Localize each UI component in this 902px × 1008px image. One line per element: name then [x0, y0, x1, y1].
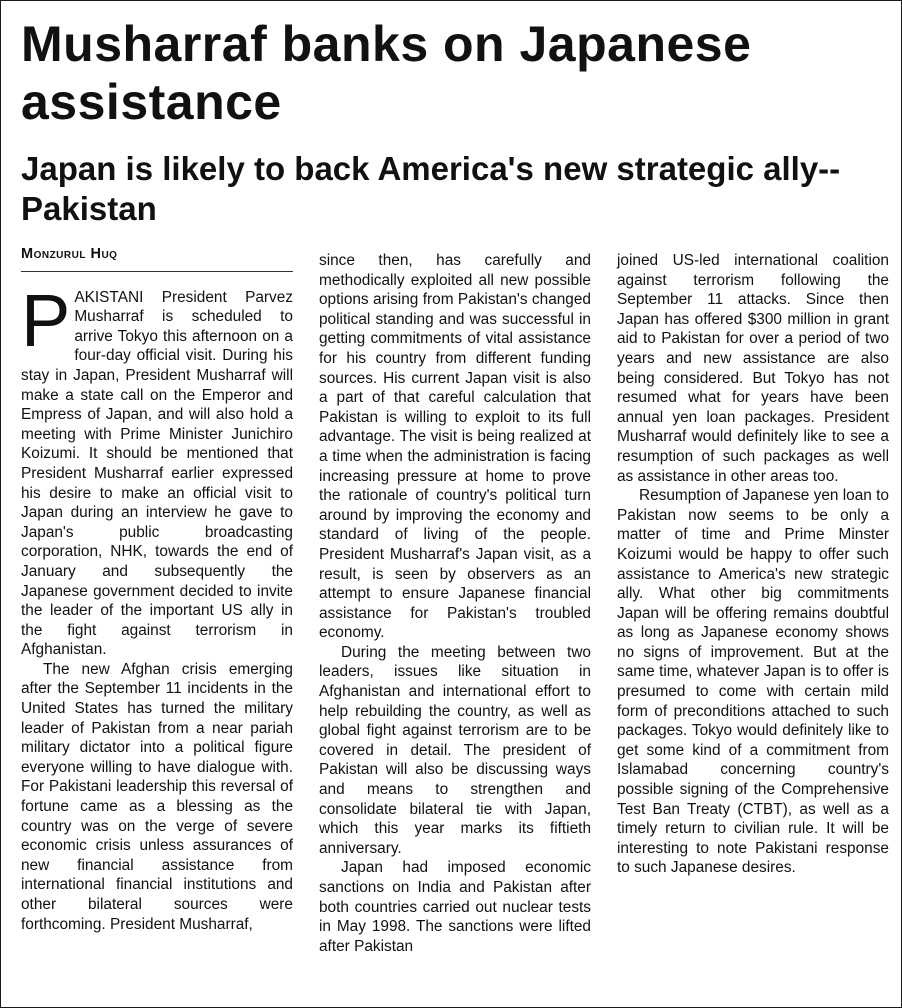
paragraph: The new Afghan crisis emerging after the September 11 incidents in the United States has turned the military leader of Pakistan from a near pariah military dictator into a political figure everyone willing to have dialogue with. For Pakistani leadership this reversal of fortune came as a blessing as the country was on the verge of severe economic crisis unless assurances of new financial assistance from international financial institutions and other bilateral sources were forthcoming. President Musharraf,	[21, 660, 293, 933]
paragraph-text: AKISTANI President Parvez Musharraf is scheduled to arrive Tokyo this afternoon on a four-day official visit. During his stay in Japan, President Musharraf will make a state call on the Emperor and Empress of Japan, and will also hold a meeting with Prime Minister Junichiro Koizumi. It should be mentioned that President Musharraf earlier expressed his desire to make an official visit to Japan during an interview he gave to Japan's public broadcasting corporation, NHK, towards the end of January and subsequently the Japanese government decided to invite the leader of the important US ally in the fight against terrorism in Afghanistan.	[21, 288, 293, 659]
paragraph: Resumption of Japanese yen loan to Pakistan now seems to be only a matter of time and Prime Minster Koizumi would be happy to offer such assistance to America's new strategic ally. What other big commitments Japan will be offering remains doubtful as long as Japanese economy shows no signs of improvement. But at the same time, whatever Japan is to offer is presumed to come with certain mild form of preconditions attached to such packages. Tokyo would definitely like to get some kind of a commitment from Islamabad concerning country's possible signing of the Comprehensive Test Ban Treaty (CTBT), as well as a timely return to civilian rule. It will be interesting to note Pakistani response to such Japanese desires.	[617, 487, 889, 877]
paragraph: During the meeting between two leaders, issues like situation in Afghanistan and international effort to help rebuilding the country, as well as global fight against terrorism are to be covered in detail. The president of Pakistan will also be discussing ways and means to strengthen and consolidate bilateral tie with Japan, which this year marks its fiftieth anniversary.	[319, 643, 591, 857]
subheadline: Japan is likely to back America's new strategic ally-- Pakistan	[21, 150, 841, 227]
article-body	[21, 245, 891, 1005]
column-1	[21, 245, 293, 1005]
headline: Musharraf banks on Japanese assistance	[21, 16, 752, 130]
paragraph	[21, 278, 293, 660]
paragraph: joined US-led international coalition against terrorism following the September 11 attacks. Since then Japan has offered $300 million in grant aid to Pakistan for over a period of two years and new assistance are also being considered. But Tokyo has not resumed what for years have been annual yen loan packages. President Musharraf would definitely like to see a resumption of such packages as well as assistance in other areas too.	[617, 252, 889, 485]
drop-cap: P	[21, 278, 71, 362]
paragraph: since then, has carefully and methodically exploited all new possible options arising from Pakistan's changed political standing and was successful in getting commitments of vital assistance for his country from different funding sources. His current Japan visit is also a part of that careful calculation that Pakistan is willing to exploit to its full advantage. The visit is being realized at a time when the administration is facing increasing pressure at home to prove the rationale of country's political turn around by improving the economy and standard of living of the people. President Musharraf's Japan visit, as a result, is seen by observers as an attempt to ensure Japanese financial assistance for Pakistan's troubled economy.	[319, 252, 591, 642]
paragraph: Japan had imposed economic sanctions on India and Pakistan after both countries carried out nuclear tests in May 1998. The sanctions were lifted after Pakistan	[319, 859, 591, 955]
column-3	[617, 251, 889, 1008]
byline: Monzurul Huq	[21, 245, 293, 272]
column-2	[319, 251, 591, 1008]
